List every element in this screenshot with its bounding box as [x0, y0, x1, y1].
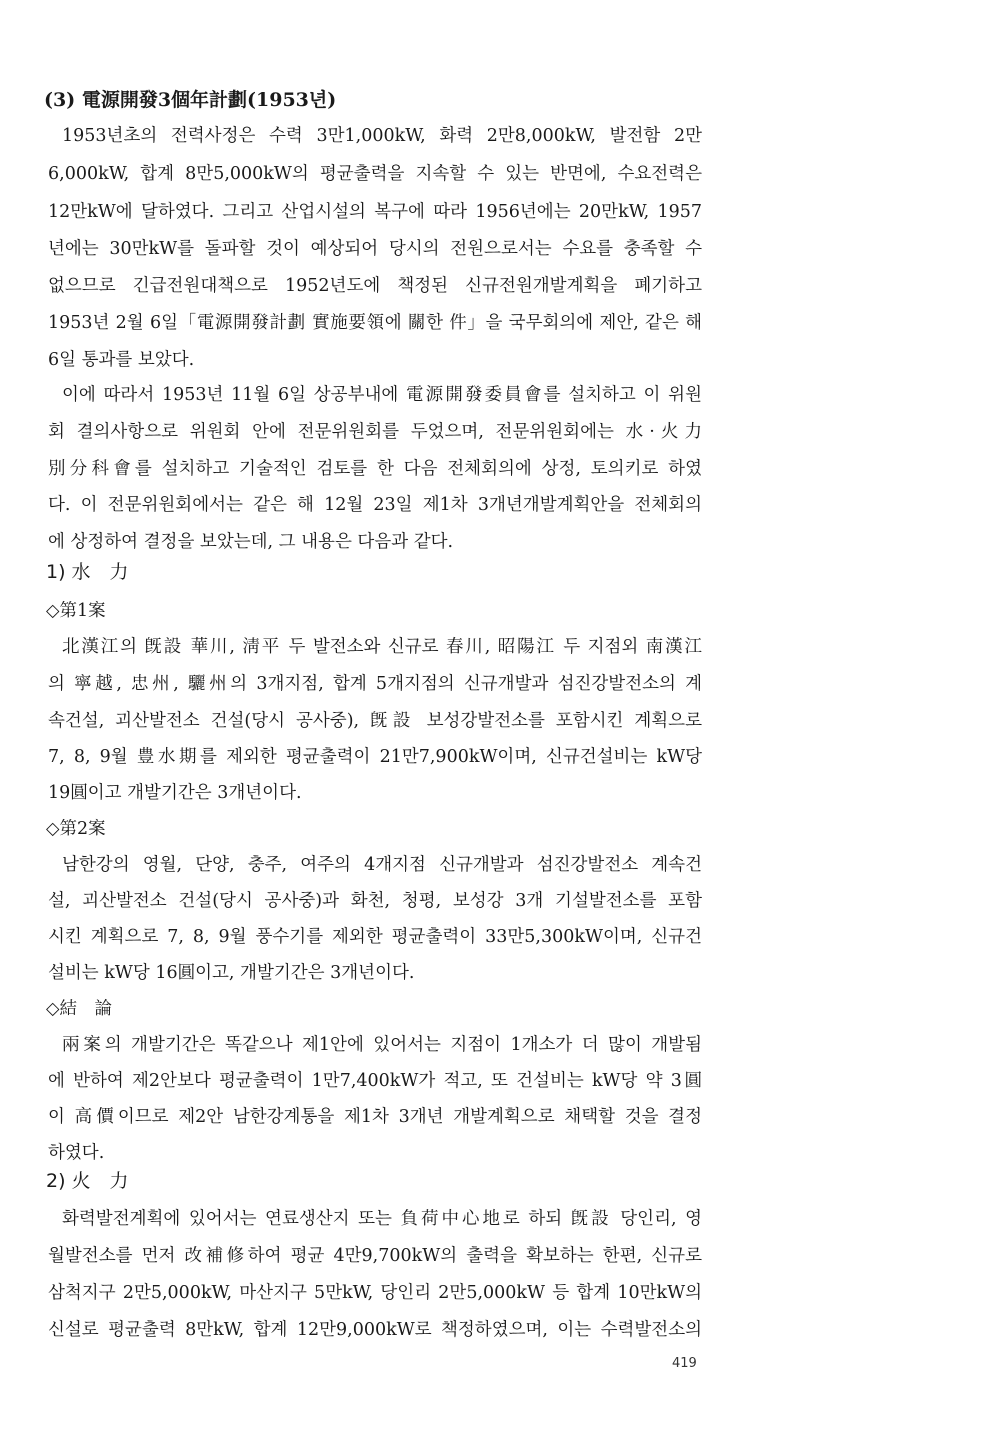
- text-line: 삼척지구 2만5,000kW, 마산지구 5만kW, 당인리 2만5,000kW 등 합계 10만kW의: [48, 1283, 702, 1303]
- text-line: 1953년 2월 6일「電源開發計劃 實施要領에 關한 件」을 국무회의에 제안, 같은 해: [48, 313, 702, 333]
- text-line: 의 寧越, 忠州, 驪州의 3개지점, 합계 5개지점의 신규개발과 섬진강발전소의 계: [48, 674, 702, 694]
- text-line: 하였다.: [48, 1143, 105, 1163]
- text-line: 19圓이고 개발기간은 3개년이다.: [48, 783, 302, 803]
- text-line: 12만kW에 달하였다. 그리고 산업시설의 복구에 따라 1956년에는 20만kW, 1957: [48, 202, 702, 222]
- text-line: 회 결의사항으로 위원회 안에 전문위원회를 두었으며, 전문위원회에는 水·火力: [48, 422, 702, 442]
- subsection-title-thermal: 2) 火 力: [46, 1170, 129, 1192]
- text-line: 6일 통과를 보았다.: [48, 350, 195, 370]
- text-line: 6,000kW, 합계 8만5,000kW의 평균출력을 지속할 수 있는 반면에, 수요전력은: [48, 164, 702, 184]
- text-line: 년에는 30만kW를 돌파할 것이 예상되어 당시의 전원으로서는 수요를 충족할 수: [48, 239, 702, 259]
- text-line: 다. 이 전문위원회에서는 같은 해 12월 23일 제1차 3개년개발계획안을 전체회의: [48, 495, 702, 515]
- text-line: 이에 따라서 1953년 11월 6일 상공부내에 電源開發委員會를 설치하고 이 위원: [62, 385, 702, 405]
- text-line: 속건설, 괴산발전소 건설(당시 공사중), 旣設 보성강발전소를 포함시킨 계획으로: [48, 711, 702, 731]
- text-line: 남한강의 영월, 단양, 충주, 여주의 4개지점 신규개발과 섬진강발전소 계속건: [62, 855, 702, 875]
- conclusion-label: ◇結 論: [46, 999, 112, 1019]
- text-line: 에 상정하여 결정을 보았는데, 그 내용은 다음과 같다.: [48, 532, 454, 552]
- text-line: 이 高價이므로 제2안 남한강계통을 제1차 3개년 개발계획으로 채택할 것을 결정: [48, 1107, 702, 1127]
- page-number: 419: [672, 1356, 697, 1371]
- section-title: (3) 電源開發3個年計劃(1953년): [44, 89, 337, 111]
- text-line: 화력발전계획에 있어서는 연료생산지 또는 負荷中心地로 하되 旣設 당인리, 영: [62, 1209, 702, 1229]
- text-line: 월발전소를 먼저 改補修하여 평균 4만9,700kW의 출력을 확보하는 한편, 신규로: [48, 1246, 702, 1266]
- text-line: 시킨 계획으로 7, 8, 9월 풍수기를 제외한 평균출력이 33만5,300kW이며, 신규건: [48, 927, 702, 947]
- plan1-label: ◇第1案: [46, 601, 106, 621]
- plan2-label: ◇第2案: [46, 819, 106, 839]
- text-line: 설비는 kW당 16圓이고, 개발기간은 3개년이다.: [48, 963, 415, 983]
- text-line: 7, 8, 9월 豊水期를 제외한 평균출력이 21만7,900kW이며, 신규건설비는 kW당: [48, 747, 702, 767]
- text-line: 없으므로 긴급전원대책으로 1952년도에 책정된 신규전원개발계획을 폐기하고: [48, 276, 702, 296]
- text-line: 1953년초의 전력사정은 수력 3만1,000kW, 화력 2만8,000kW, 발전함 2만: [62, 126, 702, 146]
- subsection-title-hydro: 1) 水 力: [46, 561, 129, 583]
- text-line: 신설로 평균출력 8만kW, 합계 12만9,000kW로 책정하였으며, 이는 수력발전소의: [48, 1320, 702, 1340]
- text-line: 에 반하여 제2안보다 평균출력이 1만7,400kW가 적고, 또 건설비는 kW당 약 3圓: [48, 1071, 702, 1091]
- text-line: 설, 괴산발전소 건설(당시 공사중)과 화천, 청평, 보성강 3개 기설발전소를 포함: [48, 891, 702, 911]
- text-line: 兩案의 개발기간은 똑같으나 제1안에 있어서는 지점이 1개소가 더 많이 개발됨: [62, 1035, 702, 1055]
- text-line: 北漢江의 旣設 華川, 淸平 두 발전소와 신규로 春川, 昭陽江 두 지점외 南漢江: [62, 637, 702, 657]
- text-line: 別分科會를 설치하고 기술적인 검토를 한 다음 전체회의에 상정, 토의키로 하였: [48, 459, 702, 479]
